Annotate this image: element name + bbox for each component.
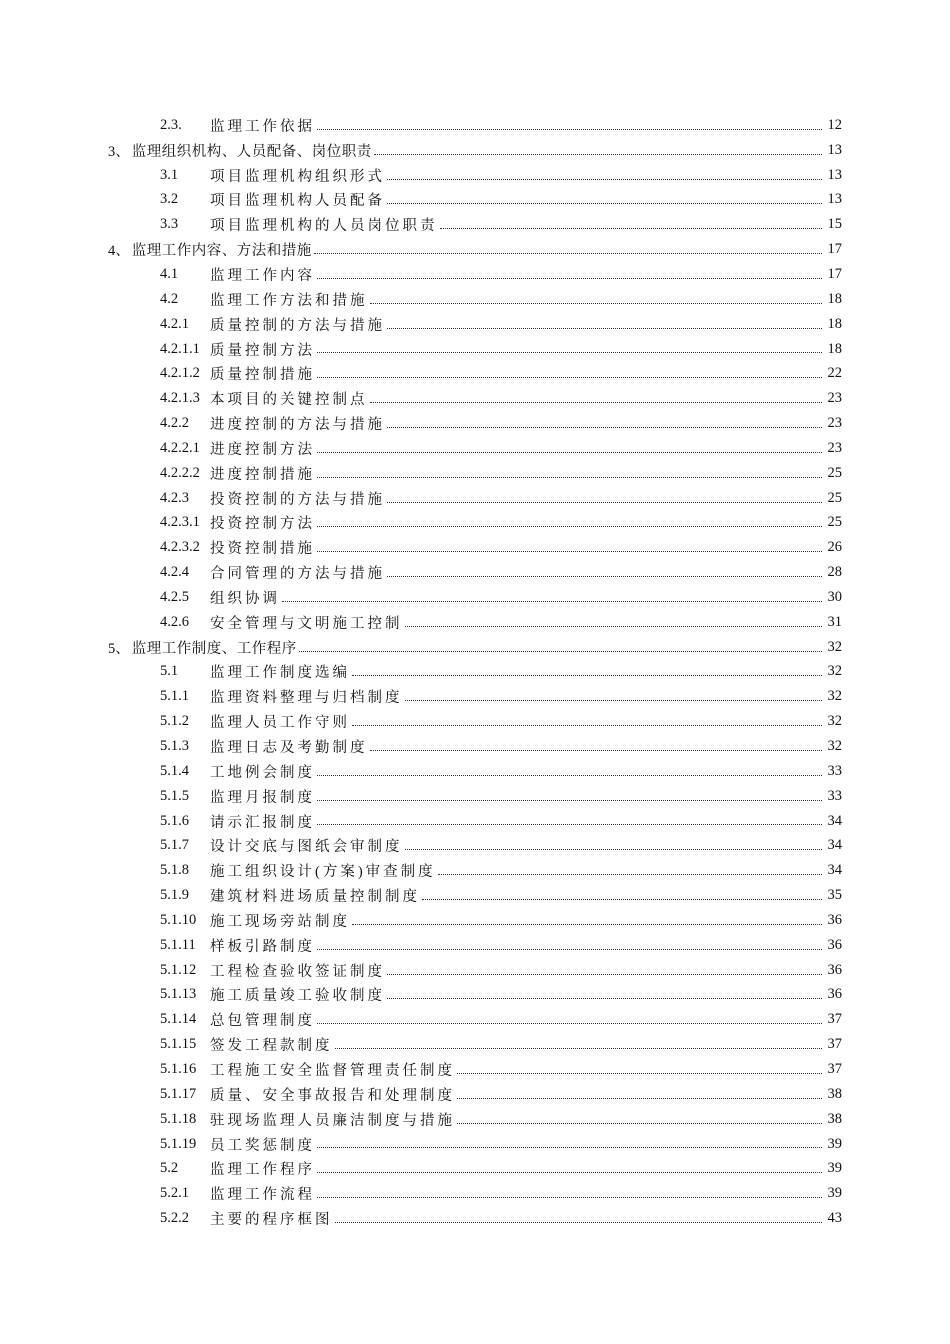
toc-entry-title: 总包管理制度 [210, 1013, 315, 1030]
toc-dot-leader [352, 725, 822, 726]
toc-entry[interactable] [0, 809, 950, 834]
toc-entry-number: 4.2.2.2 [160, 464, 200, 481]
toc-entry-page: 36 [827, 961, 842, 978]
toc-entry[interactable] [0, 113, 950, 138]
toc-entry-page: 23 [827, 415, 842, 432]
toc-entry-number: 5.1.18 [160, 1110, 197, 1127]
toc-entry-title: 设计交底与图纸会审制度 [210, 839, 403, 856]
toc-entry[interactable] [0, 386, 950, 411]
toc-entry[interactable] [0, 1156, 950, 1181]
toc-entry-number: 4.2.1 [160, 315, 189, 332]
toc-dot-leader [387, 502, 822, 503]
toc-entry-title: 监理工作内容 [210, 267, 315, 284]
toc-dot-leader [317, 1023, 822, 1024]
toc-entry-number: 3.3 [160, 216, 179, 233]
toc-entry-title: 监理资料整理与归档制度 [210, 690, 403, 707]
toc-entry-number: 4.2.2 [160, 415, 189, 432]
toc-entry-page: 23 [827, 439, 842, 456]
toc-entry-number: 4.2.3 [160, 489, 189, 506]
toc-entry-number: 5.1.1 [160, 688, 189, 705]
toc-dot-leader [299, 651, 822, 652]
toc-dot-leader [317, 526, 822, 527]
toc-entry[interactable] [0, 511, 950, 536]
toc-entry-title: 监理工作流程 [210, 1187, 315, 1204]
toc-entry-number: 4.2.3.2 [160, 539, 200, 556]
toc-entry[interactable] [0, 635, 950, 660]
toc-entry-title: 质量控制的方法与措施 [210, 317, 385, 334]
toc-entry-page: 25 [827, 464, 842, 481]
toc-entry[interactable] [0, 436, 950, 461]
toc-entry-page: 39 [827, 1185, 842, 1202]
toc-entry[interactable] [0, 908, 950, 933]
toc-entry-title: 本项目的关键控制点 [210, 392, 368, 409]
toc-entry-page: 33 [827, 787, 842, 804]
toc-entry-page: 36 [827, 911, 842, 928]
toc-entry-title: 质量、安全事故报告和处理制度 [210, 1087, 455, 1104]
toc-dot-leader [405, 849, 823, 850]
toc-dot-leader [335, 1048, 823, 1049]
toc-entry-page: 35 [827, 887, 842, 904]
toc-entry-number: 5.1.5 [160, 787, 189, 804]
toc-entry-number: 4.2.6 [160, 613, 189, 630]
toc-entry-page: 37 [827, 1036, 842, 1053]
toc-entry-number: 4.2.1.1 [160, 340, 200, 357]
toc-entry-number: 5.1.15 [160, 1036, 197, 1053]
toc-entry-title: 驻现场监理人员廉洁制度与措施 [210, 1112, 455, 1129]
toc-entry-title: 监理工作方法和措施 [210, 292, 368, 309]
toc-entry-title: 施工组织设计(方案)审查制度 [210, 864, 436, 881]
toc-entry-number: 5.1.3 [160, 738, 189, 755]
toc-dot-leader [317, 1147, 822, 1148]
toc-entry-page: 18 [827, 340, 842, 357]
toc-dot-leader [317, 452, 822, 453]
toc-entry-title: 项目监理机构的人员岗位职责 [210, 218, 438, 235]
toc-entry-page: 30 [827, 588, 842, 605]
toc-entry[interactable] [0, 1206, 950, 1231]
toc-entry-page: 37 [827, 1011, 842, 1028]
toc-entry-number: 4.1 [160, 265, 179, 282]
toc-entry-number: 5.1.12 [160, 961, 197, 978]
toc-dot-leader [370, 303, 823, 304]
toc-dot-leader [317, 949, 822, 950]
toc-entry[interactable] [0, 933, 950, 958]
toc-entry-number: 5.2 [160, 1160, 179, 1177]
toc-entry-title: 监理日志及考勤制度 [210, 740, 368, 757]
toc-dot-leader [387, 328, 822, 329]
toc-entry[interactable] [0, 1082, 950, 1107]
toc-dot-leader [438, 874, 822, 875]
toc-entry[interactable] [0, 585, 950, 610]
toc-entry-number: 5.1.11 [160, 936, 196, 953]
toc-dot-leader [370, 402, 823, 403]
toc-entry-page: 18 [827, 290, 842, 307]
toc-entry-title: 监理工作内容、方法和措施 [131, 243, 312, 260]
toc-dot-leader [387, 203, 822, 204]
toc-entry-title: 主要的程序框图 [210, 1212, 333, 1229]
toc-dot-leader [317, 129, 822, 130]
toc-entry-number: 5.1.8 [160, 862, 189, 879]
toc-entry-title: 项目监理机构组织形式 [210, 168, 385, 185]
toc-entry[interactable] [0, 262, 950, 287]
toc-entry-title: 投资控制措施 [210, 541, 315, 558]
toc-entry[interactable] [0, 163, 950, 188]
toc-dot-leader [352, 675, 822, 676]
toc-entry[interactable] [0, 461, 950, 486]
toc-entry[interactable] [0, 535, 950, 560]
toc-entry[interactable] [0, 734, 950, 759]
toc-entry-title: 监理工作依据 [210, 118, 315, 135]
toc-dot-leader [457, 1073, 822, 1074]
toc-entry-number: 4.2.4 [160, 564, 189, 581]
toc-dot-leader [370, 750, 823, 751]
toc-entry-title: 工程检查验收签证制度 [210, 963, 385, 980]
toc-entry-page: 25 [827, 489, 842, 506]
toc-entry-title: 工地例会制度 [210, 764, 315, 781]
toc-dot-leader [317, 551, 822, 552]
toc-entry-page: 23 [827, 390, 842, 407]
toc-entry[interactable] [0, 237, 950, 262]
toc-dot-leader [457, 1123, 822, 1124]
toc-entry[interactable] [0, 188, 950, 213]
toc-entry-page: 38 [827, 1085, 842, 1102]
toc-dot-leader [317, 824, 822, 825]
toc-entry-title: 投资控制的方法与措施 [210, 491, 385, 508]
toc-dot-leader [387, 179, 822, 180]
toc-entry-page: 15 [827, 216, 842, 233]
toc-entry-page: 17 [827, 241, 842, 258]
toc-entry-title: 请示汇报制度 [210, 814, 315, 831]
toc-entry-page: 13 [827, 191, 842, 208]
toc-entry-title: 监理工作制度选编 [210, 665, 350, 682]
toc-dot-leader [317, 377, 822, 378]
toc-entry[interactable] [0, 212, 950, 237]
toc-dot-leader [317, 775, 822, 776]
toc-entry[interactable] [0, 858, 950, 883]
toc-dot-leader [457, 1098, 822, 1099]
toc-entry-page: 13 [827, 166, 842, 183]
toc-dot-leader [317, 477, 822, 478]
toc-dot-leader [440, 228, 823, 229]
toc-entry[interactable] [0, 560, 950, 585]
toc-entry-page: 34 [827, 837, 842, 854]
toc-entry-number: 5.1.10 [160, 911, 197, 928]
toc-entry-title: 质量控制方法 [210, 342, 315, 359]
toc-entry-page: 32 [827, 688, 842, 705]
toc-dot-leader [387, 427, 822, 428]
toc-entry-page: 18 [827, 315, 842, 332]
toc-dot-leader [282, 601, 822, 602]
toc-entry[interactable] [0, 312, 950, 337]
toc-entry[interactable] [0, 1007, 950, 1032]
toc-entry-title: 投资控制方法 [210, 516, 315, 533]
toc-entry-title: 施工质量竣工验收制度 [210, 988, 385, 1005]
toc-entry-number: 4.2 [160, 290, 179, 307]
toc-entry-page: 37 [827, 1060, 842, 1077]
toc-entry-page: 17 [827, 265, 842, 282]
toc-dot-leader [387, 576, 822, 577]
toc-entry-number: 5.1.9 [160, 887, 189, 904]
toc-entry-title: 监理月报制度 [210, 789, 315, 806]
toc-entry-page: 36 [827, 986, 842, 1003]
toc-entry[interactable] [0, 759, 950, 784]
toc-entry-number: 4.2.1.3 [160, 390, 200, 407]
toc-entry-page: 43 [827, 1210, 842, 1227]
toc-entry-number: 4.2.5 [160, 588, 189, 605]
toc-dot-leader [387, 998, 822, 999]
toc-entry-title: 签发工程款制度 [210, 1038, 333, 1055]
toc-entry-page: 12 [827, 116, 842, 133]
toc-entry-number: 2.3. [160, 116, 182, 133]
toc-entry[interactable] [0, 411, 950, 436]
toc-entry-title: 建筑材料进场质量控制制度 [210, 889, 420, 906]
toc-entry-title: 监理工作程序 [210, 1162, 315, 1179]
toc-entry-title: 进度控制的方法与措施 [210, 417, 385, 434]
toc-entry[interactable] [0, 660, 950, 685]
toc-entry-page: 38 [827, 1110, 842, 1127]
table-of-contents [0, 113, 950, 1231]
toc-dot-leader [387, 974, 822, 975]
toc-entry-page: 32 [827, 738, 842, 755]
toc-entry-number: 5、 [108, 640, 130, 657]
toc-entry-page: 28 [827, 564, 842, 581]
toc-dot-leader [317, 278, 822, 279]
toc-entry[interactable] [0, 1132, 950, 1157]
toc-entry-number: 5.1.2 [160, 713, 189, 730]
toc-entry[interactable] [0, 684, 950, 709]
toc-entry-title: 监理人员工作守则 [210, 715, 350, 732]
toc-entry[interactable] [0, 833, 950, 858]
toc-entry-page: 33 [827, 762, 842, 779]
toc-entry-number: 5.1.19 [160, 1135, 197, 1152]
toc-dot-leader [317, 800, 822, 801]
toc-entry-number: 5.1.16 [160, 1060, 197, 1077]
toc-entry-number: 5.2.1 [160, 1185, 189, 1202]
toc-dot-leader [374, 154, 822, 155]
toc-dot-leader [405, 700, 823, 701]
toc-entry[interactable] [0, 709, 950, 734]
toc-entry-title: 工程施工安全监督管理责任制度 [210, 1062, 455, 1079]
toc-entry-number: 4.2.3.1 [160, 514, 200, 531]
toc-entry-page: 25 [827, 514, 842, 531]
toc-entry-number: 5.1 [160, 663, 179, 680]
toc-entry[interactable] [0, 361, 950, 386]
toc-entry-number: 3.2 [160, 191, 179, 208]
toc-entry-number: 3、 [108, 143, 130, 160]
toc-entry-title: 监理组织机构、人员配备、岗位职责 [131, 143, 372, 160]
toc-dot-leader [405, 626, 823, 627]
toc-entry[interactable] [0, 1032, 950, 1057]
toc-entry-number: 5.1.7 [160, 837, 189, 854]
toc-entry[interactable] [0, 1057, 950, 1082]
toc-entry[interactable] [0, 337, 950, 362]
toc-entry-page: 22 [827, 365, 842, 382]
toc-entry-page: 26 [827, 539, 842, 556]
toc-entry-page: 13 [827, 141, 842, 158]
toc-entry[interactable] [0, 138, 950, 163]
toc-entry-page: 39 [827, 1160, 842, 1177]
toc-entry-page: 36 [827, 936, 842, 953]
toc-entry[interactable] [0, 486, 950, 511]
toc-entry-page: 39 [827, 1135, 842, 1152]
toc-entry[interactable] [0, 958, 950, 983]
toc-entry-title: 合同管理的方法与措施 [210, 566, 385, 583]
toc-dot-leader [317, 352, 822, 353]
toc-entry-title: 进度控制方法 [210, 441, 315, 458]
toc-entry[interactable] [0, 1181, 950, 1206]
toc-entry-title: 项目监理机构人员配备 [210, 193, 385, 210]
toc-entry-title: 员工奖惩制度 [210, 1137, 315, 1154]
toc-entry-title: 监理工作制度、工作程序 [131, 640, 297, 657]
toc-entry-title: 进度控制措施 [210, 466, 315, 483]
toc-entry-number: 5.1.13 [160, 986, 197, 1003]
toc-entry[interactable] [0, 983, 950, 1008]
toc-entry-title: 质量控制措施 [210, 367, 315, 384]
toc-dot-leader [314, 253, 822, 254]
toc-entry[interactable] [0, 1107, 950, 1132]
toc-dot-leader [317, 1197, 822, 1198]
toc-entry-number: 4、 [108, 243, 130, 260]
toc-entry-title: 施工现场旁站制度 [210, 913, 350, 930]
toc-entry-number: 4.2.2.1 [160, 439, 200, 456]
toc-entry[interactable] [0, 287, 950, 312]
toc-dot-leader [317, 1172, 822, 1173]
toc-entry-number: 4.2.1.2 [160, 365, 200, 382]
toc-entry-title: 安全管理与文明施工控制 [210, 615, 403, 632]
toc-entry[interactable] [0, 610, 950, 635]
toc-entry-page: 32 [827, 713, 842, 730]
toc-entry-page: 32 [827, 663, 842, 680]
toc-entry-page: 34 [827, 812, 842, 829]
toc-dot-leader [335, 1222, 823, 1223]
toc-entry[interactable] [0, 883, 950, 908]
toc-entry-number: 3.1 [160, 166, 179, 183]
toc-dot-leader [422, 899, 822, 900]
toc-entry-number: 5.2.2 [160, 1210, 189, 1227]
toc-entry-number: 5.1.4 [160, 762, 189, 779]
toc-entry-page: 32 [827, 638, 842, 655]
toc-entry-number: 5.1.17 [160, 1085, 197, 1102]
toc-entry-title: 组织协调 [210, 590, 280, 607]
toc-entry[interactable] [0, 784, 950, 809]
toc-dot-leader [352, 924, 822, 925]
toc-entry-title: 样板引路制度 [210, 938, 315, 955]
toc-entry-number: 5.1.6 [160, 812, 189, 829]
toc-entry-page: 34 [827, 862, 842, 879]
toc-entry-page: 31 [827, 613, 842, 630]
toc-entry-number: 5.1.14 [160, 1011, 197, 1028]
